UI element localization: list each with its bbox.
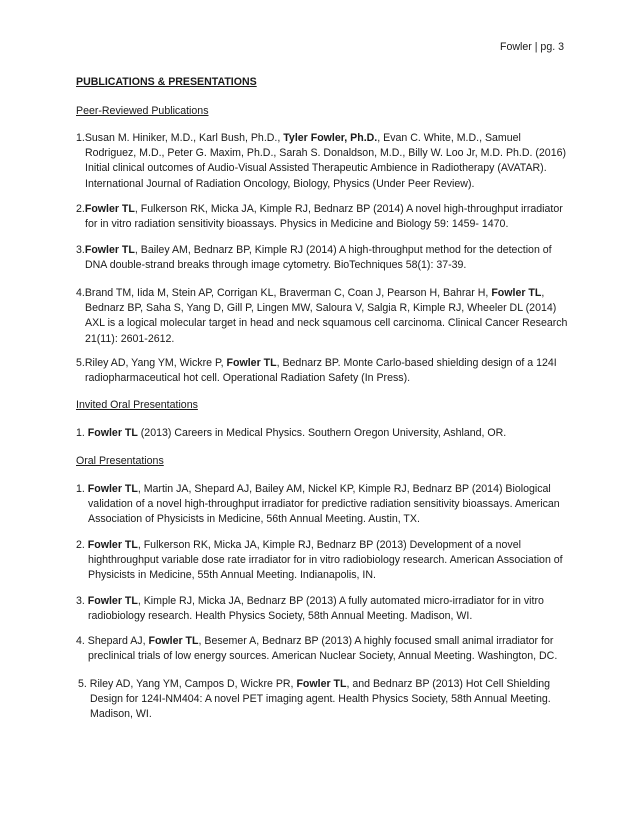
item-text-pre: Riley AD, Yang YM, Wickre P, [84,357,227,369]
oral-item-1 [76,482,578,528]
peer-reviewed-item-2 [76,202,575,232]
item-text-post: , Besemer A, Bednarz BP (2013) A highly focused small animal irradiator for preclinical trials of low energy sources. American Nuclear Society, Annual Meeting. Washington, DC. [88,635,558,663]
invited-oral-heading: Invited Oral Presentations [76,399,198,411]
item-text-post: , Bailey AM, Bednarz BP, Kimple RJ (2014) A high-throughput method for the detection of DNA double-strand breaks through image cytometry. BioTechniques 58(1): 37-39. [85,244,552,272]
item-number: 3. [76,595,85,607]
author-highlight: Fowler TL [84,203,135,215]
item-text-post: , Bednarz BP. Monte Carlo-based shielding design of a 124I radiopharmaceutical hot cell. Operational Radiation Safety (In Press). [85,357,557,385]
author-highlight: Fowler TL [87,539,138,551]
oral-heading: Oral Presentations [76,455,164,467]
item-text-pre: Riley AD, Yang YM, Campos D, Wickre PR, [89,678,297,690]
item-text-post: , Martin JA, Shepard AJ, Bailey AM, Nickel KP, Kimple RJ, Bednarz BP (2014) Biological validation of a novel high-throughput irradiator for predictive radiation sensitivity bioassays. American Association of Physicists in Medicine, 56th Annual Meeting. Austin, TX. [88,483,560,526]
invited-oral-item-1 [76,426,566,441]
author-highlight: Fowler TL [226,357,277,369]
item-number: 5. [76,357,85,369]
author-highlight: Fowler TL [296,678,347,690]
author-highlight: Tyler Fowler, Ph.D. [283,132,378,144]
section-title: PUBLICATIONS & PRESENTATIONS [76,76,257,88]
item-text-post: , and Bednarz BP (2013) Hot Cell Shielding Design for 124I-NM404: A novel PET imaging agent. Health Physics Society, 58th Annual Meeting. Madison, WI. [90,678,551,721]
peer-reviewed-heading: Peer-Reviewed Publications [76,105,209,117]
item-text-post: , Fulkerson RK, Micka JA, Kimple RJ, Bednarz BP (2014) A novel high-throughput irradiator for in vitro radiation sensitivity bioassays. Physics in Medicine and Biology 59: 1459- 1470. [85,203,563,231]
author-highlight: Fowler TL [148,635,199,647]
item-number: 4. [76,635,85,647]
page-header: Fowler | pg. 3 [500,41,564,53]
peer-reviewed-item-1 [76,131,575,192]
item-text-pre: Susan M. Hiniker, M.D., Karl Bush, Ph.D., [84,132,284,144]
item-number: 4. [76,287,85,299]
item-text-pre: Brand TM, Iida M, Stein AP, Corrigan KL, Braverman C, Coan J, Pearson H, Bahrar H, [84,287,492,299]
peer-reviewed-item-4 [76,286,575,347]
item-number: 2. [76,203,85,215]
item-text-pre: Shepard AJ, [87,635,149,647]
oral-item-4 [76,634,578,664]
author-highlight: Fowler TL [87,427,138,439]
oral-item-2 [76,538,578,584]
item-number: 1. [76,132,85,144]
item-text-post: , Bednarz BP, Saha S, Yang D, Gill P, Lingen MW, Saloura V, Salgia R, Kimple RJ, Wheeler DL (2014) AXL is a logical molecular target in head and neck squamous cell carcinoma. Clinical Cancer Research 21(11): 2601-2612. [85,287,568,345]
item-text-post: , Fulkerson RK, Micka JA, Kimple RJ, Bednarz BP (2013) Development of a novel highthroughput variable dose rate irradiator for in vitro radiobiology research. American Association of Physicists in Medicine, 55th Annual Meeting. Indianapolis, IN. [88,539,563,582]
item-number: 1. [76,427,85,439]
author-highlight: Fowler TL [84,244,135,256]
item-number: 2. [76,539,85,551]
author-highlight: Fowler TL [87,483,138,495]
peer-reviewed-item-5 [76,356,575,386]
item-text-post: , Kimple RJ, Micka JA, Bednarz BP (2013) A fully automated micro-irradiator for in vitro radiobiology research. Health Physics Society, 58th Annual Meeting. Madison, WI. [88,595,544,623]
oral-item-3 [76,594,578,624]
item-number: 1. [76,483,85,495]
author-highlight: Fowler TL [87,595,138,607]
oral-item-5 [78,677,580,723]
item-number: 5. [78,678,87,690]
item-text-post: , Evan C. White, M.D., Samuel Rodriguez, M.D., Peter G. Maxim, Ph.D., Sarah S. Donaldson, M.D., Billy W. Loo Jr, M.D. Ph.D. (2016) Initial clinical outcomes of Audio-Visual Assisted Therapeutic Ambience in Radiotherapy (AVATAR). International Journal of Radiation Oncology, Biology, Physics (Under Peer Review). [85,132,567,190]
item-text-post: (2013) Careers in Medical Physics. Southern Oregon University, Ashland, OR. [137,427,507,439]
item-number: 3. [76,244,85,256]
author-highlight: Fowler TL [491,287,542,299]
peer-reviewed-item-3 [76,243,575,273]
